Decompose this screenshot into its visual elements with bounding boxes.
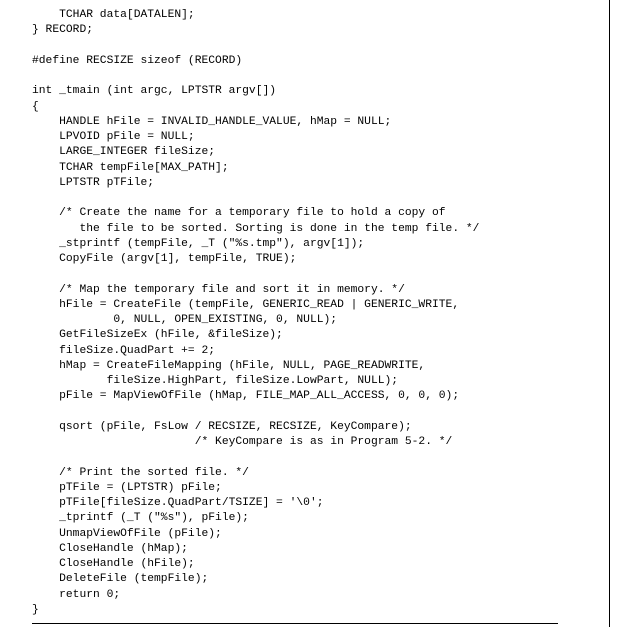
code-listing — [32, 8, 479, 618]
code-line: _tprintf (_T ("%s"), pFile); — [32, 512, 249, 525]
code-line: DeleteFile (tempFile); — [32, 573, 209, 586]
code-line — [32, 69, 479, 84]
code-line: CloseHandle (hMap); — [32, 542, 188, 555]
code-line: /* KeyCompare is as in Program 5-2. */ — [32, 436, 453, 448]
code-line: TCHAR tempFile[MAX_PATH]; — [32, 161, 229, 174]
bottom-rule — [32, 623, 558, 624]
code-line — [32, 405, 479, 420]
code-line: int _tmain (int argc, LPTSTR argv[]) — [32, 85, 277, 98]
code-line: pTFile[fileSize.QuadPart/TSIZE] = '\0'; — [32, 497, 324, 509]
code-line: } — [32, 603, 39, 616]
code-line: #define RECSIZE sizeof (RECORD) — [32, 54, 243, 67]
code-line: /* Create the name for a temporary file to hold a copy of — [32, 207, 446, 220]
code-line: pFile = MapViewOfFile (hMap, FILE_MAP_ALL_ACCESS, 0, 0, 0); — [32, 390, 460, 403]
code-line — [32, 39, 479, 54]
code-line — [32, 450, 479, 465]
code-line: _stprintf (tempFile, _T ("%s.tmp"), argv[1]); — [32, 237, 365, 250]
code-line: hMap = CreateFileMapping (hFile, NULL, PAGE_READWRITE, — [32, 359, 426, 372]
code-line: GetFileSizeEx (hFile, &fileSize); — [32, 329, 283, 342]
code-line: qsort (pFile, FsLow / RECSIZE, RECSIZE, KeyCompare); — [32, 420, 412, 433]
code-line: fileSize.HighPart, fileSize.LowPart, NULL); — [32, 375, 399, 387]
code-line: CopyFile (argv[1], tempFile, TRUE); — [32, 253, 297, 265]
code-line: UnmapViewOfFile (pFile); — [32, 527, 222, 540]
code-line: /* Print the sorted file. */ — [32, 466, 249, 479]
code-line: /* Map the temporary file and sort it in memory. */ — [32, 283, 405, 296]
code-line: pTFile = (LPTSTR) pFile; — [32, 481, 222, 494]
code-line: CloseHandle (hFile); — [32, 558, 195, 570]
code-line: LARGE_INTEGER fileSize; — [32, 146, 216, 159]
code-line — [32, 267, 479, 282]
code-line: 0, NULL, OPEN_EXISTING, 0, NULL); — [32, 314, 338, 326]
code-line: fileSize.QuadPart += 2; — [32, 344, 216, 357]
code-line: HANDLE hFile = INVALID_HANDLE_VALUE, hMap = NULL; — [32, 115, 392, 128]
code-line: TCHAR data[DATALEN]; — [32, 9, 195, 21]
page-right-rule — [609, 0, 610, 627]
code-line: the file to be sorted. Sorting is done in the temp file. */ — [32, 222, 480, 235]
code-line: LPVOID pFile = NULL; — [32, 131, 195, 143]
code-line — [32, 191, 479, 206]
code-line: { — [32, 100, 39, 113]
code-line: hFile = CreateFile (tempFile, GENERIC_READ | GENERIC_WRITE, — [32, 298, 460, 311]
code-line: return 0; — [32, 588, 121, 601]
code-line: } RECORD; — [32, 24, 94, 37]
code-line: LPTSTR pTFile; — [32, 176, 155, 189]
